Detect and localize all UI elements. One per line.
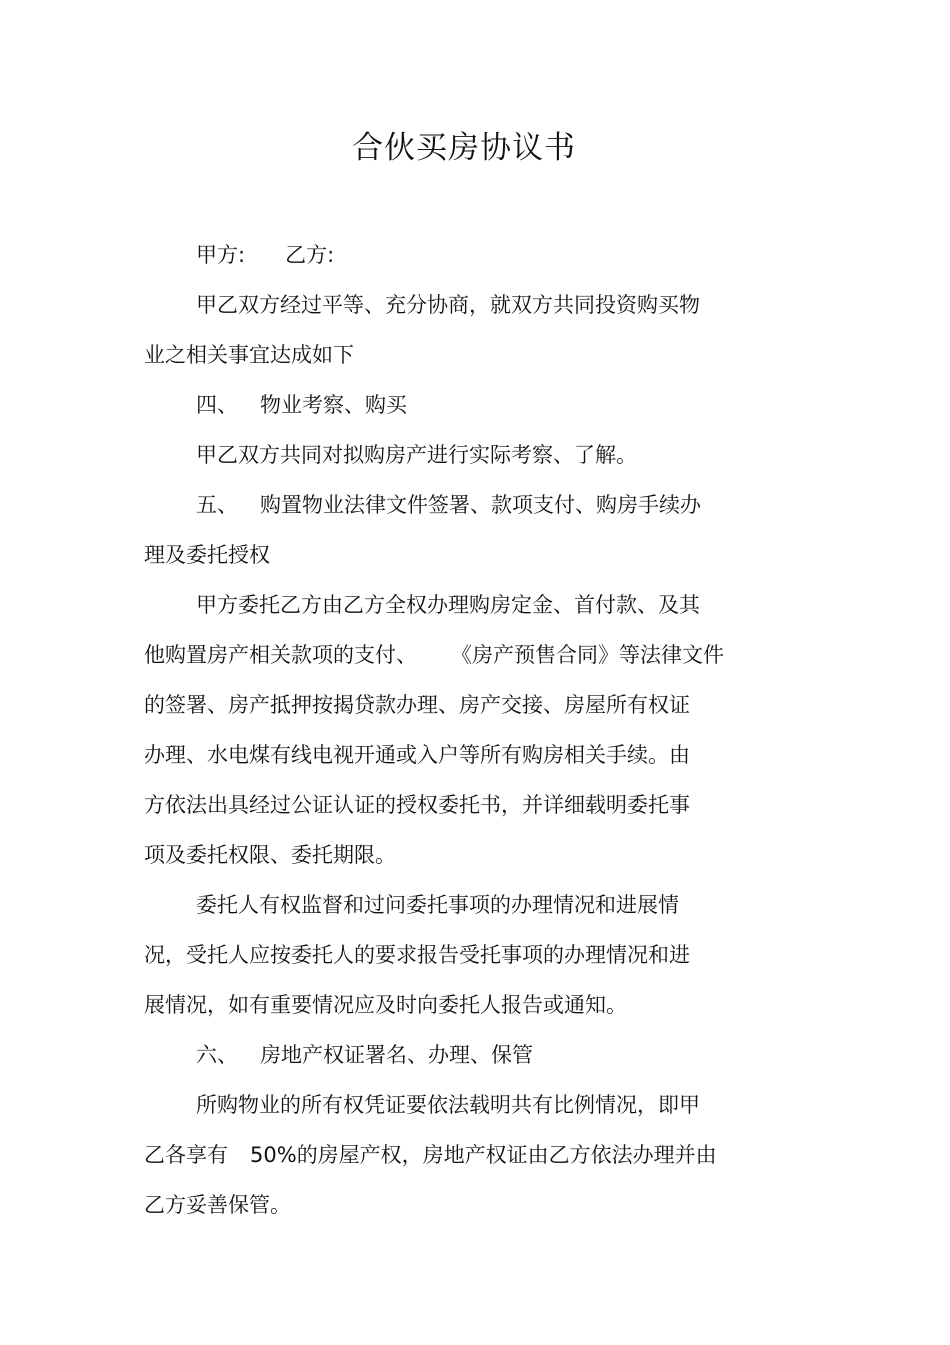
section-6-body-line-2b: 的房屋产权，房地产权证由乙方依法办理并由 bbox=[296, 1143, 717, 1167]
party-a-label: 甲方: bbox=[196, 243, 246, 267]
section-4-heading bbox=[196, 390, 407, 420]
party-b-label: 乙方: bbox=[285, 243, 335, 267]
section-5-para1-line-4: 办理、水电煤有线电视开通或入户等所有购房相关手续。由 bbox=[144, 743, 690, 767]
section-6-title: 房地产权证署名、办理、保管 bbox=[260, 1043, 533, 1067]
section-5-para2-line-1: 委托人有权监督和过问委托事项的办理情况和进展情 bbox=[196, 893, 679, 917]
section-5-heading bbox=[196, 490, 701, 520]
section-6-body-line-3: 乙方妥善保管。 bbox=[144, 1193, 291, 1217]
section-4-title: 物业考察、购买 bbox=[260, 393, 407, 417]
intro-line-2: 业之相关事宜达成如下 bbox=[144, 343, 354, 367]
section-6-body-line-2a: 乙各享有 bbox=[144, 1143, 228, 1167]
section-5-para1-line-6: 项及委托权限、委托期限。 bbox=[144, 843, 396, 867]
section-5-para1-line-3: 的签署、房产抵押按揭贷款办理、房产交接、房屋所有权证 bbox=[144, 693, 690, 717]
section-5-para1-line-2a: 他购置房产相关款项的支付、 bbox=[144, 643, 417, 667]
section-6-body-line-1: 所购物业的所有权凭证要依法载明共有比例情况，即甲 bbox=[196, 1093, 700, 1117]
section-6-heading bbox=[196, 1040, 533, 1070]
section-5-number: 五、 bbox=[196, 493, 238, 517]
section-5-title-line-2: 理及委托授权 bbox=[144, 543, 270, 567]
intro-line-1: 甲乙双方经过平等、充分协商，就双方共同投资购买物 bbox=[196, 293, 700, 317]
section-6-body-line-2 bbox=[144, 1140, 717, 1170]
section-5-para1-line-1: 甲方委托乙方由乙方全权办理购房定金、首付款、及其 bbox=[196, 593, 700, 617]
section-5-para1-line-2b: 《房产预售合同》等法律文件 bbox=[451, 643, 724, 667]
section-4-number: 四、 bbox=[196, 393, 238, 417]
document-title: 合伙买房协议书 bbox=[352, 130, 576, 166]
section-6-number: 六、 bbox=[196, 1043, 238, 1067]
section-5-para1-line-2 bbox=[144, 640, 724, 670]
section-5-para1-line-5: 方依法出具经过公证认证的授权委托书，并详细载明委托事 bbox=[144, 793, 690, 817]
section-5-para2-line-2: 况，受托人应按委托人的要求报告受托事项的办理情况和进 bbox=[144, 943, 690, 967]
section-5-title-line-1: 购置物业法律文件签署、款项支付、购房手续办 bbox=[260, 493, 701, 517]
section-4-body: 甲乙双方共同对拟购房产进行实际考察、了解。 bbox=[196, 443, 637, 467]
parties-line bbox=[196, 240, 334, 270]
share-percentage: 50% bbox=[250, 1143, 297, 1167]
section-5-para2-line-3: 展情况，如有重要情况应及时向委托人报告或通知。 bbox=[144, 993, 627, 1017]
